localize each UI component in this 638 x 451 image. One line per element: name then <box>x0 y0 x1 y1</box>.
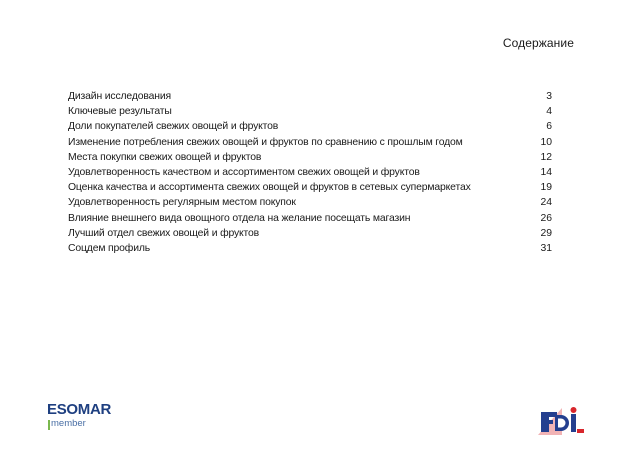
page-title: Содержание <box>502 36 574 50</box>
esomar-member-label: member <box>51 418 86 429</box>
toc-row[interactable] <box>68 241 552 256</box>
toc-row[interactable] <box>68 150 552 165</box>
toc-item-label: Изменение потребления свежих овощей и фруктов по сравнению с прошлым годом <box>68 136 463 148</box>
toc-row[interactable] <box>68 89 552 104</box>
toc-item-label: Доли покупателей свежих овощей и фруктов <box>68 121 279 133</box>
toc-item-page: 24 <box>540 197 552 209</box>
toc-row[interactable] <box>68 195 552 210</box>
toc-row[interactable] <box>68 180 552 195</box>
esomar-divider <box>48 420 50 430</box>
toc-row[interactable] <box>68 104 552 119</box>
toc-item-page: 10 <box>540 136 552 148</box>
toc-item-label: Ключевые результаты <box>68 106 172 118</box>
esomar-logo <box>47 401 112 431</box>
toc-row[interactable] <box>68 165 552 180</box>
toc-item-page: 4 <box>546 106 552 118</box>
toc-item-label: Удовлетворенность качеством и ассортиментом свежих овощей и фруктов <box>68 166 420 178</box>
fdi-logo-icon <box>538 403 584 435</box>
toc-item-label: Соцдем профиль <box>68 242 151 254</box>
table-of-contents <box>68 89 552 256</box>
toc-item-label: Дизайн исследования <box>68 91 171 102</box>
toc-item-page: 26 <box>540 212 552 224</box>
esomar-wordmark: ESOMAR <box>47 401 112 418</box>
toc-item-page: 12 <box>540 151 552 163</box>
toc-row[interactable] <box>68 119 552 134</box>
toc-row[interactable] <box>68 226 552 241</box>
toc-item-page: 14 <box>540 166 552 178</box>
toc-item-page: 31 <box>540 242 552 254</box>
toc-row[interactable] <box>68 211 552 226</box>
toc-item-page: 3 <box>546 91 552 102</box>
toc-item-page: 29 <box>540 227 552 239</box>
toc-item-page: 19 <box>540 182 552 194</box>
toc-item-label: Удовлетворенность регулярным местом покупок <box>68 197 296 209</box>
toc-item-label: Лучший отдел свежих овощей и фруктов <box>68 227 260 239</box>
toc-item-label: Места покупки свежих овощей и фруктов <box>68 151 262 163</box>
toc-row[interactable] <box>68 135 552 150</box>
fdi-logo <box>538 403 584 435</box>
toc-item-label: Оценка качества и ассортимента свежих овощей и фруктов в сетевых супермаркетах <box>68 182 471 194</box>
toc-item-label: Влияние внешнего вида овощного отдела на желание посещать магазин <box>68 212 411 224</box>
toc-item-page: 6 <box>546 121 552 133</box>
